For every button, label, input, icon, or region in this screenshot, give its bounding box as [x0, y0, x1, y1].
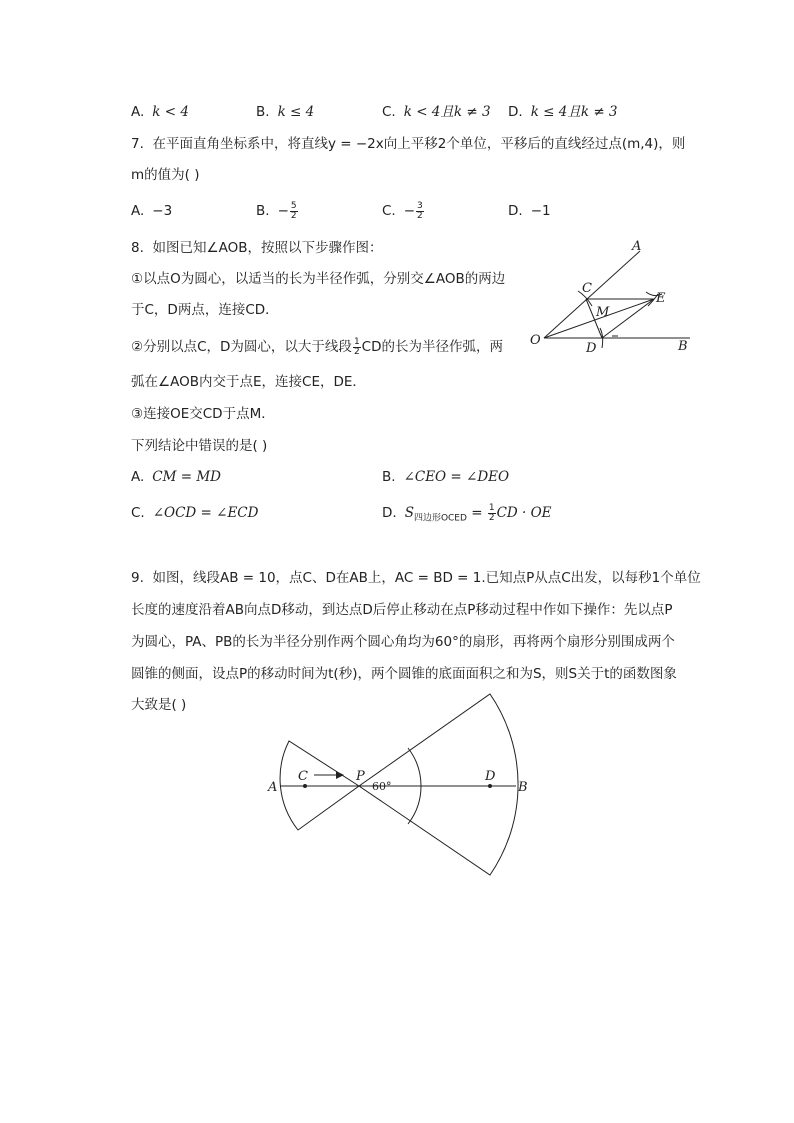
fraction-denominator: 2 — [488, 512, 495, 523]
label-d: D — [485, 769, 496, 784]
label-a: A — [632, 239, 642, 254]
area-symbol: S — [404, 505, 414, 521]
q7-text: 在平面直角坐标系中，将直线y = −2x向上平移2个单位，平移后的直线经过点(m,4)，则 — [152, 136, 686, 152]
label-d: D — [586, 341, 597, 356]
segment-de — [602, 299, 654, 338]
fraction-numerator: 5 — [290, 200, 297, 211]
fraction — [353, 338, 361, 357]
q7-option-c[interactable] — [382, 201, 425, 221]
option-label: A. — [131, 203, 145, 219]
ray-oa — [544, 251, 640, 338]
angle-label: 60° — [372, 780, 392, 793]
option-text: −3 — [152, 203, 173, 219]
fraction-denominator: 2 — [417, 210, 423, 221]
q9-sector-figure — [258, 688, 538, 880]
q8-option-c[interactable] — [131, 503, 258, 523]
q7-stem-line2: m的值为( ) — [131, 167, 200, 183]
option-text: k < 4 — [152, 104, 189, 120]
q8-step2-text-rest: CD的长为半径作弧，两 — [361, 339, 503, 355]
fraction-numerator: 1 — [488, 502, 495, 513]
q9-stem-line1 — [131, 568, 701, 588]
q8-option-b[interactable] — [382, 467, 509, 487]
option-sign: − — [277, 203, 289, 219]
option-text: k ≤ 4 — [277, 104, 315, 120]
fraction — [416, 202, 424, 221]
option-label: C. — [382, 104, 396, 120]
option-label: B. — [256, 203, 270, 219]
option-text: CD · OE — [496, 505, 552, 521]
option-text: CM = MD — [152, 469, 221, 485]
q8-option-d[interactable] — [382, 503, 552, 529]
q8-stem-line1 — [131, 238, 382, 258]
fraction-denominator: 2 — [290, 210, 297, 221]
option-label: C. — [382, 203, 396, 219]
fraction-numerator: 3 — [417, 200, 423, 211]
option-text: −1 — [530, 203, 551, 219]
q8-text: 如图已知∠AOB，按照以下步骤作图： — [152, 240, 383, 256]
option-label: B. — [256, 104, 270, 120]
q7-option-a[interactable] — [131, 201, 172, 221]
q8-question: 下列结论中错误的是( ) — [131, 438, 268, 454]
option-text: ∠CEO = ∠DEO — [403, 469, 510, 485]
q9-stem-line4: 圆锥的侧面，设点P的移动时间为t(秒)，两个圆锥的底面面积之和为S，则S关于t的函数图象 — [131, 666, 677, 682]
question-number: 8. — [131, 240, 144, 256]
q8-step1-line1: ①以点O为圆心，以适当的长为半径作弧，分别交∠AOB的两边 — [131, 271, 506, 287]
q8-step2-line2: 弧在∠AOB内交于点E，连接CE，DE． — [131, 374, 366, 390]
option-label: B. — [382, 469, 396, 485]
option-text: ∠OCD = ∠ECD — [152, 505, 259, 521]
option-label: A. — [131, 469, 145, 485]
option-text: k ≤ 4且k ≠ 3 — [530, 104, 618, 120]
label-e: E — [656, 291, 666, 306]
option-label: D. — [382, 505, 397, 521]
q7-stem-line1 — [131, 134, 685, 154]
q8-step2-text: ②分别以点C，D为圆心，以大于线段 — [131, 339, 352, 355]
q9-stem-line3: 为圆心，PA、PB的长为半径分别作两个圆心角均为60°的扇形，再将两个扇形分别围成两个 — [131, 634, 675, 650]
fraction — [290, 202, 298, 221]
option-text: k < 4且k ≠ 3 — [403, 104, 491, 120]
question-number: 7. — [131, 136, 144, 152]
option-sign: − — [403, 203, 416, 219]
q9-text: 如图，线段AB = 10，点C、D在AB上，AC = BD = 1.已知点P从点C出发，以每秒1个单位 — [152, 570, 701, 586]
label-b: B — [518, 780, 528, 795]
option-label: D. — [508, 203, 523, 219]
label-c: C — [582, 281, 592, 296]
option-label: C. — [131, 505, 145, 521]
fraction-denominator: 2 — [353, 346, 360, 357]
arrow-head — [336, 771, 344, 779]
q9-stem-line2: 长度的速度沿着AB向点D移动，到达点D后停止移动在点P移动过程中作如下操作：先以点P — [131, 602, 673, 618]
label-a: A — [268, 780, 278, 795]
q6-option-d[interactable] — [508, 102, 618, 122]
q7-option-d[interactable] — [508, 201, 551, 221]
label-c: C — [298, 769, 308, 784]
label-b: B — [678, 339, 688, 354]
q8-step3: ③连接OE交CD于点M． — [131, 406, 275, 422]
option-label: A. — [131, 104, 145, 120]
label-p: P — [356, 769, 365, 784]
q8-option-a[interactable] — [131, 467, 221, 487]
fraction — [488, 504, 496, 523]
fraction-numerator: 1 — [353, 336, 360, 347]
label-m: M — [596, 305, 610, 320]
question-number: 9. — [131, 570, 144, 586]
point-d — [488, 784, 492, 788]
option-label: D. — [508, 104, 523, 120]
q6-option-b[interactable] — [256, 102, 314, 122]
q6-option-a[interactable] — [131, 102, 189, 122]
q9-stem-line5: 大致是( ) — [131, 697, 187, 713]
area-subscript: 四边形OCED — [413, 513, 467, 524]
q7-option-b[interactable] — [256, 201, 299, 221]
q8-step1-line2: 于C，D两点，连接CD． — [131, 302, 279, 318]
equals: = — [466, 505, 487, 521]
q6-option-c[interactable] — [382, 102, 491, 122]
label-o: O — [530, 333, 541, 348]
q8-angle-figure — [520, 236, 700, 356]
point-c — [303, 784, 307, 788]
q8-step2-line1 — [131, 337, 503, 357]
